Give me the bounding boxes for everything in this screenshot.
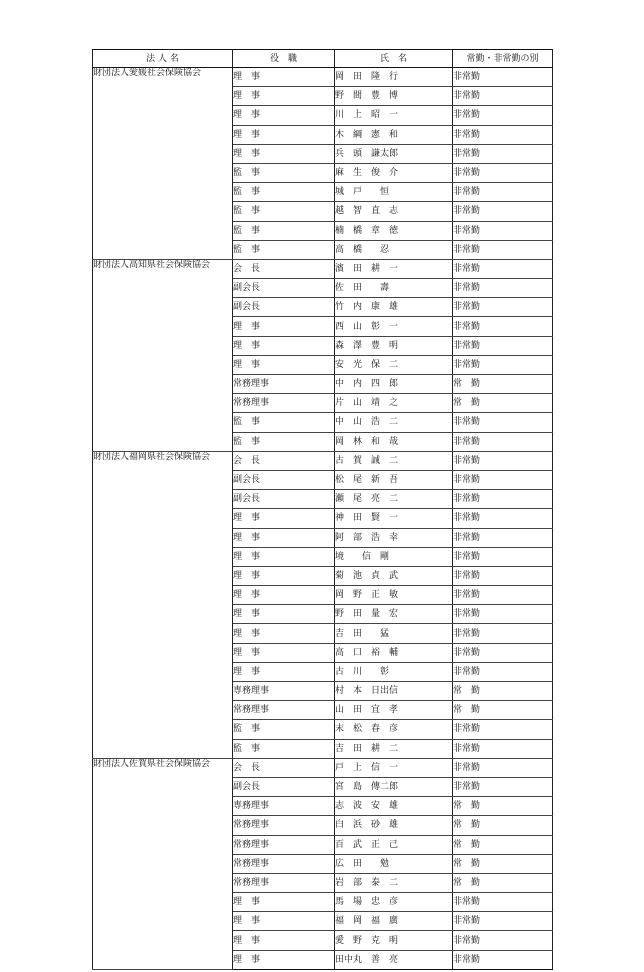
officer-name: 白 浜 砂 雄 <box>335 816 453 835</box>
employment-type: 非常勤 <box>453 605 553 624</box>
employment-type: 非常勤 <box>453 68 553 87</box>
employment-type: 非常勤 <box>453 931 553 950</box>
officer-position: 副会長 <box>233 470 335 489</box>
employment-type: 常 勤 <box>453 797 553 816</box>
officer-position: 会 長 <box>233 451 335 470</box>
officer-name: 広 田 勉 <box>335 854 453 873</box>
officer-position: 理 事 <box>233 528 335 547</box>
officer-name: 吉 田 猛 <box>335 624 453 643</box>
officer-name: 戸 上 信 一 <box>335 758 453 777</box>
officer-name: 高 口 裕 輔 <box>335 643 453 662</box>
officer-name: 竹 内 康 雄 <box>335 298 453 317</box>
organization-name: 財団法人福岡県社会保険協会 <box>93 451 233 758</box>
employment-type: 非常勤 <box>453 624 553 643</box>
officer-position: 常務理事 <box>233 701 335 720</box>
officer-name: 阿 部 浩 幸 <box>335 528 453 547</box>
officer-position: 理 事 <box>233 125 335 144</box>
employment-type: 非常勤 <box>453 183 553 202</box>
officer-name: 百 武 正 己 <box>335 835 453 854</box>
officer-name: 西 山 彰 一 <box>335 317 453 336</box>
officer-name: 愛 野 克 明 <box>335 931 453 950</box>
officer-position: 監 事 <box>233 163 335 182</box>
employment-type: 非常勤 <box>453 893 553 912</box>
officer-name: 片 山 靖 之 <box>335 394 453 413</box>
officer-position: 監 事 <box>233 240 335 259</box>
officer-name: 兵 頭 謙太郎 <box>335 144 453 163</box>
officer-position: 副会長 <box>233 298 335 317</box>
officer-name: 川 上 昭 一 <box>335 106 453 125</box>
officer-position: 専務理事 <box>233 682 335 701</box>
employment-type: 非常勤 <box>453 106 553 125</box>
header-name: 氏 名 <box>335 50 453 68</box>
officer-position: 常務理事 <box>233 873 335 892</box>
employment-type: 常 勤 <box>453 375 553 394</box>
employment-type: 非常勤 <box>453 125 553 144</box>
officer-name: 森 澤 豊 明 <box>335 336 453 355</box>
officer-name: 安 光 保 二 <box>335 355 453 374</box>
officer-position: 監 事 <box>233 413 335 432</box>
employment-type: 非常勤 <box>453 643 553 662</box>
employment-type: 常 勤 <box>453 835 553 854</box>
officer-position: 監 事 <box>233 183 335 202</box>
officer-name: 越 智 直 志 <box>335 202 453 221</box>
officer-name: 山 田 宜 孝 <box>335 701 453 720</box>
officer-position: 監 事 <box>233 221 335 240</box>
officer-position: 理 事 <box>233 144 335 163</box>
employment-type: 非常勤 <box>453 259 553 278</box>
officer-position: 監 事 <box>233 432 335 451</box>
officer-name: 濱 田 耕 一 <box>335 259 453 278</box>
officer-position: 理 事 <box>233 950 335 969</box>
officer-position: 理 事 <box>233 317 335 336</box>
employment-type: 常 勤 <box>453 701 553 720</box>
employment-type: 非常勤 <box>453 490 553 509</box>
table-header-row <box>93 50 553 68</box>
employment-type: 非常勤 <box>453 202 553 221</box>
officer-position: 理 事 <box>233 106 335 125</box>
officer-name: 村 本 日出信 <box>335 682 453 701</box>
officer-position: 常務理事 <box>233 854 335 873</box>
officer-position: 監 事 <box>233 739 335 758</box>
officer-position: 常務理事 <box>233 816 335 835</box>
employment-type: 非常勤 <box>453 240 553 259</box>
officer-name: 佐 田 壽 <box>335 279 453 298</box>
officer-name: 福 岡 福 廣 <box>335 912 453 931</box>
officer-name: 瀬 尾 亮 二 <box>335 490 453 509</box>
employment-type: 非常勤 <box>453 298 553 317</box>
employment-type: 常 勤 <box>453 854 553 873</box>
officer-name: 古 賀 誠 二 <box>335 451 453 470</box>
officer-position: 専務理事 <box>233 797 335 816</box>
officer-position: 理 事 <box>233 605 335 624</box>
officer-position: 副会長 <box>233 279 335 298</box>
officer-name: 松 尾 新 吾 <box>335 470 453 489</box>
officer-name: 野 間 豊 博 <box>335 87 453 106</box>
employment-type: 非常勤 <box>453 739 553 758</box>
officer-name: 岩 部 泰 二 <box>335 873 453 892</box>
officer-position: 常務理事 <box>233 375 335 394</box>
header-kind: 常勤・非常勤の別 <box>453 50 553 68</box>
employment-type: 非常勤 <box>453 509 553 528</box>
officer-position: 理 事 <box>233 893 335 912</box>
officer-position: 監 事 <box>233 202 335 221</box>
employment-type: 常 勤 <box>453 873 553 892</box>
employment-type: 常 勤 <box>453 816 553 835</box>
employment-type: 非常勤 <box>453 950 553 969</box>
officer-name: 田中丸 善 亮 <box>335 950 453 969</box>
employment-type: 常 勤 <box>453 394 553 413</box>
officer-name: 野 田 量 宏 <box>335 605 453 624</box>
employment-type: 非常勤 <box>453 566 553 585</box>
officer-position: 理 事 <box>233 509 335 528</box>
officer-name: 岡 野 正 敏 <box>335 586 453 605</box>
employment-type: 非常勤 <box>453 413 553 432</box>
employment-type: 非常勤 <box>453 279 553 298</box>
officer-name: 岡 田 隆 行 <box>335 68 453 87</box>
officer-name: 古 川 彰 <box>335 662 453 681</box>
employment-type: 常 勤 <box>453 682 553 701</box>
employment-type: 非常勤 <box>453 528 553 547</box>
officer-name: 志 波 安 雄 <box>335 797 453 816</box>
employment-type: 非常勤 <box>453 586 553 605</box>
officer-name: 宮 島 傳二郎 <box>335 777 453 796</box>
table-row <box>93 259 553 278</box>
officer-position: 理 事 <box>233 547 335 566</box>
organization-name: 財団法人佐賀県社会保険協会 <box>93 758 233 969</box>
employment-type: 非常勤 <box>453 317 553 336</box>
officer-position: 理 事 <box>233 662 335 681</box>
officer-position: 監 事 <box>233 720 335 739</box>
officer-name: 中 山 浩 二 <box>335 413 453 432</box>
employment-type: 非常勤 <box>453 221 553 240</box>
officer-position: 理 事 <box>233 566 335 585</box>
officer-name: 神 田 賢 一 <box>335 509 453 528</box>
employment-type: 非常勤 <box>453 777 553 796</box>
officer-position: 常務理事 <box>233 394 335 413</box>
officer-position: 理 事 <box>233 355 335 374</box>
officer-name: 楠 橋 章 徳 <box>335 221 453 240</box>
officer-name: 高 橋 忍 <box>335 240 453 259</box>
employment-type: 非常勤 <box>453 662 553 681</box>
officer-position: 常務理事 <box>233 835 335 854</box>
organization-name: 財団法人愛媛社会保険協会 <box>93 68 233 260</box>
officer-position: 副会長 <box>233 777 335 796</box>
officer-name: 中 内 四 郎 <box>335 375 453 394</box>
officer-position: 会 長 <box>233 758 335 777</box>
officer-roster-table <box>92 49 553 970</box>
officer-position: 理 事 <box>233 643 335 662</box>
employment-type: 非常勤 <box>453 912 553 931</box>
employment-type: 非常勤 <box>453 720 553 739</box>
officer-name: 菊 池 貞 武 <box>335 566 453 585</box>
employment-type: 非常勤 <box>453 470 553 489</box>
officer-name: 境 信 剛 <box>335 547 453 566</box>
header-position: 役 職 <box>233 50 335 68</box>
officer-position: 副会長 <box>233 490 335 509</box>
header-org: 法 人 名 <box>93 50 233 68</box>
table-row <box>93 758 553 777</box>
table-row <box>93 451 553 470</box>
officer-position: 理 事 <box>233 336 335 355</box>
officer-name: 木 綱 憲 和 <box>335 125 453 144</box>
officer-position: 会 長 <box>233 259 335 278</box>
employment-type: 非常勤 <box>453 144 553 163</box>
table-row <box>93 68 553 87</box>
employment-type: 非常勤 <box>453 432 553 451</box>
organization-name: 財団法人高知県社会保険協会 <box>93 259 233 451</box>
officer-position: 理 事 <box>233 586 335 605</box>
employment-type: 非常勤 <box>453 355 553 374</box>
officer-name: 末 松 春 彦 <box>335 720 453 739</box>
officer-name: 岡 林 和 哉 <box>335 432 453 451</box>
officer-position: 理 事 <box>233 87 335 106</box>
employment-type: 非常勤 <box>453 451 553 470</box>
officer-name: 城 戸 恒 <box>335 183 453 202</box>
employment-type: 非常勤 <box>453 547 553 566</box>
employment-type: 非常勤 <box>453 758 553 777</box>
officer-position: 理 事 <box>233 68 335 87</box>
officer-name: 馬 場 忠 彦 <box>335 893 453 912</box>
officer-position: 理 事 <box>233 931 335 950</box>
officer-name: 吉 田 耕 二 <box>335 739 453 758</box>
employment-type: 非常勤 <box>453 163 553 182</box>
employment-type: 非常勤 <box>453 336 553 355</box>
officer-position: 理 事 <box>233 624 335 643</box>
employment-type: 非常勤 <box>453 87 553 106</box>
roster-body <box>93 68 553 970</box>
officer-position: 理 事 <box>233 912 335 931</box>
officer-name: 麻 生 俊 介 <box>335 163 453 182</box>
